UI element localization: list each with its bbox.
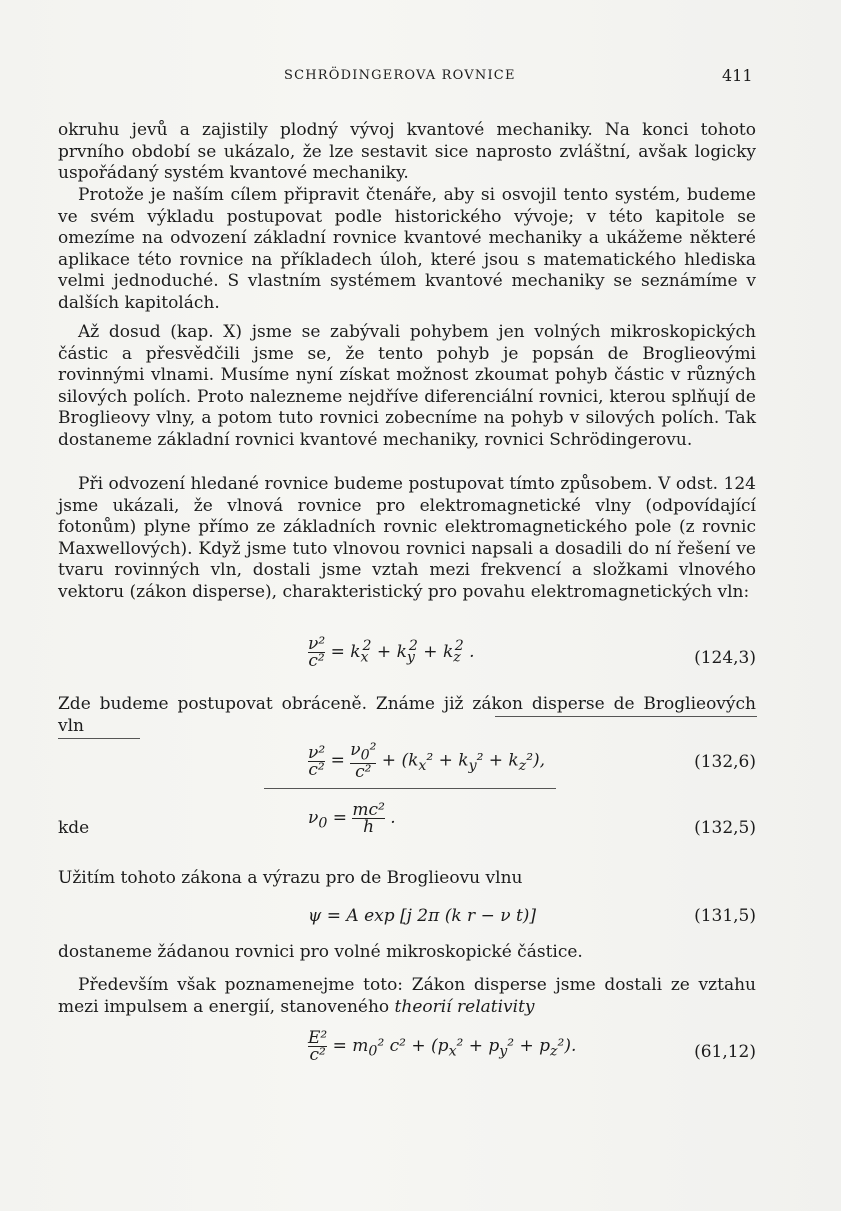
paragraph-text: Především však poznamenejme toto: Zákon disperse jsme dostali ze vztahu mezi impulsem a energií, stanoveného	[58, 975, 756, 1017]
paragraph-text: okruhu jevů a zajistily plodný vývoj kvantové mechaniky. Na konci tohoto prvního období se ukázalo, že lze sestavit sice naprosto zvláštní, avšak logicky uspořádaný systém kvantové mechaniky.	[58, 120, 756, 184]
paragraph-text: Protože je naším cílem připravit čtenáře, aby si osvojil tento systém, budeme ve svém výkladu postupovat podle historického vývoje; v této kapitole se omezíme na odvození základní rovnice kvantové mechaniky a ukážeme některé aplikace této rovnice na příkladech úloh, které jsou s matematického hlediska velmi jednoduché. S vlastním systémem kvantové mechaniky se seznámíme v dalších kapitolách.	[58, 185, 756, 313]
equation-132-5: kde $\nu_0$ = $\frac{\text{mc²}}{h}$ . (132,5)	[58, 800, 756, 838]
equation-number: (61,12)	[694, 1042, 756, 1062]
equation-number: (132,5)	[694, 818, 756, 838]
running-header: SCHRÖDINGEROVA ROVNICE	[284, 68, 516, 83]
paragraph-text: Užitím tohoto zákona a výrazu pro de Broglieovu vlnu	[58, 868, 523, 888]
paragraph-2	[58, 185, 756, 315]
equation-61-12: $\frac{\text{E²}}{\text{c²}}$ = $m_0^2$ $c^2 + (p_x^2 + p_y^2 + p_z^2)$. (61,12)	[308, 1028, 756, 1065]
pen-underline	[495, 716, 757, 717]
paragraph-3	[58, 322, 756, 452]
paragraph-text: Zde budeme postupovat obráceně. Známe již zákon disperse de Broglieových vln	[58, 694, 756, 736]
equation-number: (132,6)	[694, 752, 756, 772]
paragraph-text: dostaneme žádanou rovnici pro volné mikroskopické částice.	[58, 942, 583, 962]
emphasis-text: theorií relativity	[394, 996, 535, 1017]
paragraph-1	[58, 120, 756, 185]
paragraph-7	[58, 942, 756, 964]
paragraph-4	[58, 474, 756, 604]
paragraph-text: Při odvození hledané rovnice budeme postupovat tímto způsobem. V odst. 124 jsme ukázali, že vlnová rovnice pro elektromagnetické vlny (odpovídající fotonům) plyne přímo ze základních rovnic elektromagnetického pole (z rovnic Maxwellových). Když jsme tuto vlnovou rovnici napsali a dosadili do ní řešení ve tvaru rovinných vln, dostali jsme vztah mezi frekvencí a složkami vlnového vektoru (zákon disperse), charakteristický pro povahu elektromagnetických vln:	[58, 474, 756, 602]
pen-bracket	[264, 788, 556, 789]
paragraph-8	[58, 975, 756, 1018]
equation-text: ψ = A exp [j 2π (k r − ν t)]	[308, 906, 537, 926]
paragraph-text: Až dosud (kap. X) jsme se zabývali pohybem jen volných mikroskopických částic a přesvědčili jsme se, že tento pohyb je popsán de Broglieovými rovinnými vlnami. Musíme nyní získat možnost zkoumat pohyb částic v různých silových polích. Proto nalezneme nejdříve diferenciální rovnici, kterou splňují de Broglieovy vlny, a potom tuto rovnici zobecníme na pohyb v silových polích. Tak dostaneme základní rovnici kvantové mechaniky, rovnici Schrödingerovu.	[58, 322, 756, 450]
equation-131-5	[58, 906, 756, 946]
kde-label: kde	[58, 818, 90, 838]
equation-124-3: $\frac{\text{ν²}}{\text{c²}}$ = $k_x^2 + k_y^2 + k_z^2$ . (124,3)	[308, 634, 756, 671]
equation-number: (124,3)	[694, 648, 756, 668]
pen-underline	[58, 738, 140, 739]
page-number: 411	[722, 66, 753, 85]
paragraph-6	[58, 868, 756, 890]
equation-132-6: $\frac{\text{ν²}}{\text{c²}}$ = $\frac{\nu_0^2}{\text{c²}}$ + $(k_x^2 + k_y^2 + k_z^2)$, (132,6)	[308, 740, 756, 783]
equation-number: (131,5)	[694, 906, 756, 926]
